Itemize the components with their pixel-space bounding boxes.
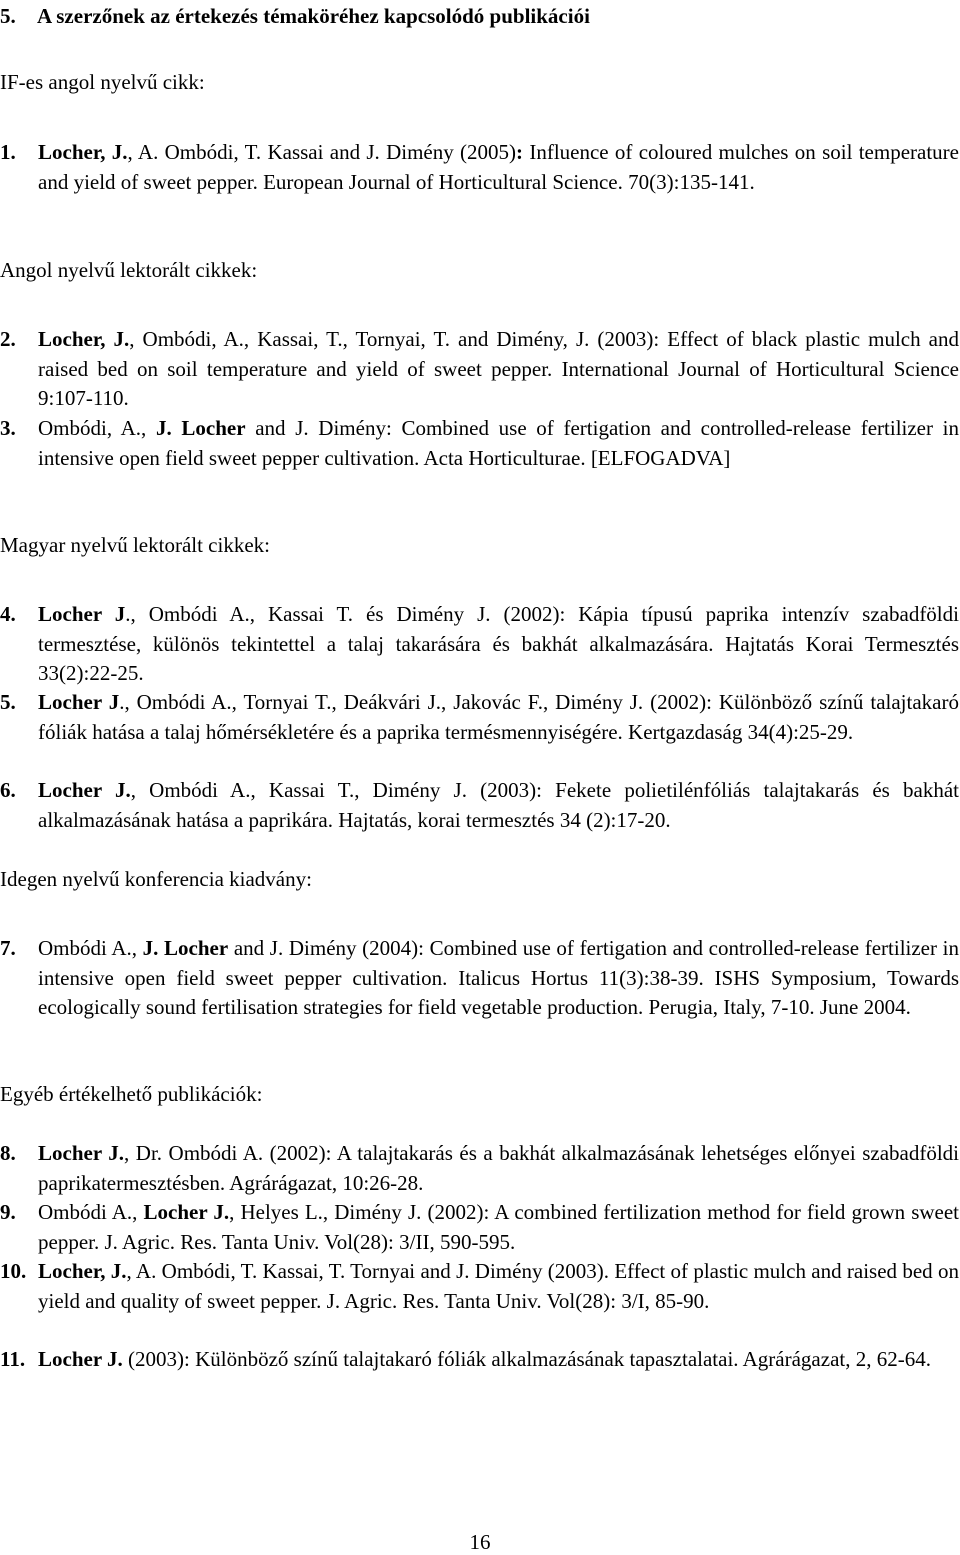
- heading-conference: Idegen nyelvű konferencia kiadvány:: [0, 867, 312, 891]
- item-number: 8.: [0, 1141, 16, 1165]
- heading-hu-reviewed: Magyar nyelvű lektorált cikkek:: [0, 533, 270, 557]
- item-number: 1.: [0, 140, 16, 164]
- item-number: 9.: [0, 1200, 16, 1224]
- citation-text: Ombódi A.,: [38, 1200, 144, 1224]
- bold-author: Locher J.: [38, 1347, 123, 1371]
- bold-author: Locher, J.: [38, 140, 128, 164]
- publication-item-4: [0, 600, 960, 689]
- bold-author: J. Locher: [155, 416, 246, 440]
- section-title: A szerzőnek az értekezés témaköréhez kapcsolódó publikációi: [37, 4, 590, 28]
- publication-item-10: [0, 1257, 960, 1316]
- bold-author: Locher, J.: [38, 1259, 127, 1283]
- bold-author: Locher, J.: [38, 327, 130, 351]
- item-number: 6.: [0, 778, 16, 802]
- item-number: 5.: [0, 690, 16, 714]
- citation-text: and J. Dimény (2004): Combined use of fertigation and controlled-release fertilizer in intensive open field sweet pepper cultivation. Italicus Hortus 11(3):38-39. ISHS Symposium, Towards ecologically sound fertilisation strategies for field vegetable production. Perugia, Italy, 7-10. June 2004.: [38, 936, 959, 1019]
- citation-text: ., Ombódi A., Tornyai T., Deákvári J., Jakovác F., Dimény J. (2002): Különböző színű talajtakaró fóliák hatása a talaj hőmérsékletére és a paprika termésmennyiségére. Kertgazdaság 34(4):25-29.: [38, 690, 959, 744]
- publication-item-5: [0, 688, 960, 747]
- citation-text: , Ombódi, A., Kassai, T., Tornyai, T. and Dimény, J. (2003): Effect of black plastic mulch and raised bed on soil temperature and yield of sweet pepper. International Journal of Horticultural Science 9:107-110.: [38, 327, 959, 410]
- item-number: 7.: [0, 936, 16, 960]
- publication-item-7: [0, 934, 960, 1023]
- item-number: 3.: [0, 416, 16, 440]
- citation-text: (2003): Különböző színű talajtakaró fóliák alkalmazásának tapasztalatai. Agrárágazat, 2, 62-64.: [122, 1347, 931, 1371]
- heading-en-reviewed: Angol nyelvű lektorált cikkek:: [0, 258, 258, 282]
- citation-text: , Helyes L., Dimény J. (2002): A combined fertilization method for field grown sweet pepper. J. Agric. Res. Tanta Univ. Vol(28): 3/II, 590-595.: [38, 1200, 960, 1254]
- item-number: 4.: [0, 602, 16, 626]
- publication-item-9: [0, 1198, 960, 1257]
- citation-text: , Ombódi A., Kassai T., Dimény J. (2003): Fekete polietilénfóliás talajtakarás és bakhát alkalmazásának hatása a paprikára. Hajtatás, korai termesztés 34 (2):17-20.: [38, 778, 959, 832]
- citation-text: , A. Ombódi, T. Kassai and J. Dimény (2005): [127, 140, 517, 164]
- publication-item-2: [0, 325, 960, 414]
- bold-author: J. Locher: [142, 936, 229, 960]
- citation-text: Influence of coloured mulches on soil temperature and yield of sweet pepper. European Journal of Horticultural Science. 70(3):135-141.: [38, 140, 959, 194]
- citation-text: Ombódi A.,: [38, 936, 143, 960]
- citation-text: , Dr. Ombódi A. (2002): A talajtakarás és a bakhát alkalmazásának lehetséges előnyei szabadföldi paprikatermesztésben. Agrárágazat, 10:26-28.: [38, 1141, 960, 1195]
- section-number: 5.: [0, 4, 16, 28]
- publication-item-1: [0, 138, 960, 197]
- heading-if-articles: IF-es angol nyelvű cikk:: [0, 70, 205, 94]
- item-number: 11.: [0, 1347, 26, 1371]
- citation-text: Ombódi, A.,: [38, 416, 156, 440]
- page-number: 16: [469, 1530, 491, 1554]
- citation-text: and J. Dimény: Combined use of fertigation and controlled-release fertilizer in intensive open field sweet pepper cultivation. Acta Horticulturae. [ELFOGADVA]: [38, 416, 960, 470]
- item-number: 2.: [0, 327, 16, 351]
- citation-colon: :: [516, 140, 524, 164]
- citation-text: , A. Ombódi, T. Kassai, T. Tornyai and J. Dimény (2003). Effect of plastic mulch and raised bed on yield and quality of sweet pepper. J. Agric. Res. Tanta Univ. Vol(28): 3/I, 85-90.: [38, 1259, 959, 1313]
- bold-author: Locher J.: [143, 1200, 230, 1224]
- citation-text: ., Ombódi A., Kassai T. és Dimény J. (2002): Kápia típusú paprika intenzív szabadföldi termesztése, különös tekintettel a talaj takarására és bakhát alkalmazására. Hajtatás Korai Termesztés 33(2):22-25.: [38, 602, 959, 685]
- bold-author: Locher J: [38, 690, 120, 714]
- publication-item-3: [0, 414, 960, 473]
- bold-author: Locher J.: [38, 778, 131, 802]
- publication-item-6: [0, 776, 960, 835]
- bold-author: Locher J: [38, 602, 126, 626]
- bold-author: Locher J.: [38, 1141, 125, 1165]
- section-heading: [0, 2, 590, 31]
- heading-other: Egyéb értékelhető publikációk:: [0, 1082, 263, 1106]
- publication-item-11: [0, 1345, 960, 1375]
- publication-item-8: [0, 1139, 960, 1198]
- item-number: 10.: [0, 1259, 27, 1283]
